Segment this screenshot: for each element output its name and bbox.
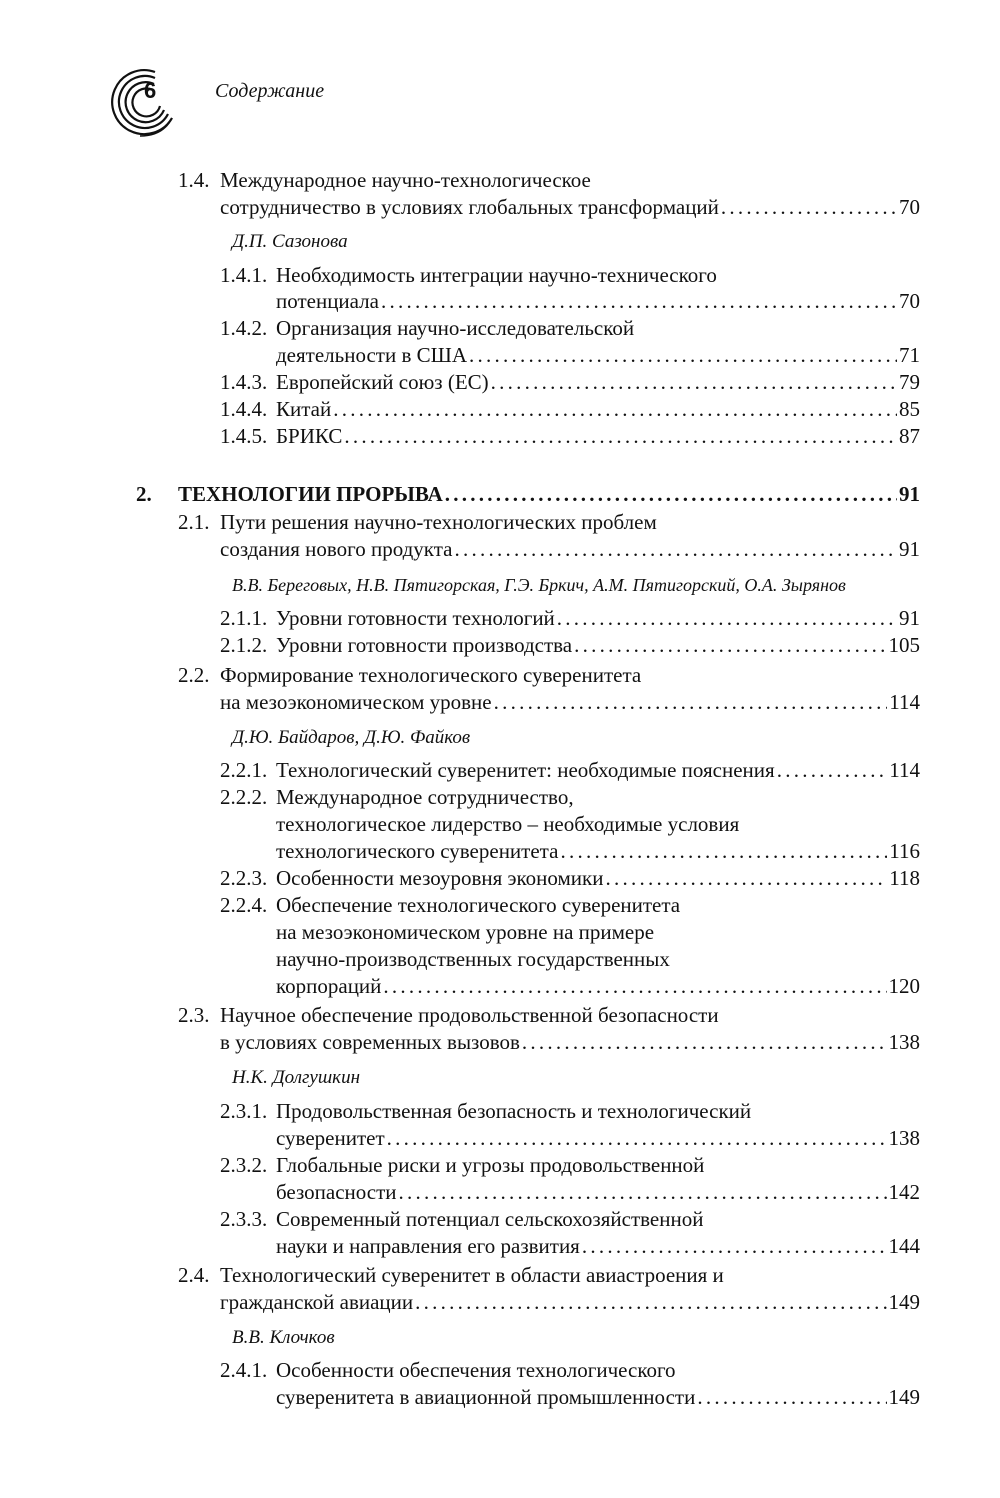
dot-leader	[333, 396, 897, 422]
toc-page-number: 70	[899, 289, 920, 313]
toc-author: Д.П. Сазонова	[232, 231, 348, 252]
toc-entry-2-3-cont[interactable]	[220, 1029, 920, 1055]
toc-entry-2-2-4-cont2[interactable]	[276, 946, 670, 972]
toc-chapter-number: 2.	[136, 482, 152, 506]
dot-leader	[582, 1233, 887, 1259]
dot-leader	[344, 423, 897, 449]
toc-entry-title: деятельности в США	[276, 343, 467, 367]
toc-entry-2-2-4[interactable]	[220, 892, 680, 918]
toc-entry-number: 2.3.2.	[220, 1153, 268, 1177]
dot-leader	[445, 481, 897, 507]
toc-entry-2-2[interactable]	[178, 662, 641, 688]
toc-entry-title: Особенности обеспечения технологического	[276, 1358, 676, 1382]
toc-page-number: 91	[899, 606, 920, 630]
toc-entry-2-3-1[interactable]	[220, 1098, 751, 1124]
toc-entry-title: безопасности	[276, 1180, 397, 1204]
toc-author: Н.К. Долгушкин	[232, 1067, 360, 1088]
toc-entry-2-3-2[interactable]	[220, 1152, 704, 1178]
toc-entry-2-1[interactable]	[178, 509, 657, 535]
toc-entry-title: технологическое лидерство – необходимые условия	[276, 812, 740, 836]
toc-entry-title: сотрудничество в условиях глобальных трансформаций	[220, 195, 719, 219]
toc-entry-2-4-1-cont[interactable]	[276, 1384, 920, 1410]
toc-page-number: 79	[899, 370, 920, 394]
dot-leader	[557, 605, 897, 631]
toc-entry-number: 1.4.2.	[220, 316, 268, 340]
dot-leader	[383, 973, 886, 999]
toc-page-number: 138	[888, 1126, 920, 1150]
toc-entry-title: Особенности мезоуровня экономики	[276, 866, 604, 890]
toc-entry-title: Обеспечение технологического суверенитета	[276, 893, 681, 917]
toc-entry-2-3-3-cont[interactable]	[276, 1233, 920, 1259]
toc-entry-2-3-1-cont[interactable]	[276, 1125, 920, 1151]
toc-entry-number: 1.4.4.	[220, 397, 268, 421]
toc-entry-number: 1.4.3.	[220, 370, 268, 394]
running-title: Содержание	[215, 80, 325, 102]
toc-entry-title: Китай	[276, 397, 332, 421]
toc-entry-number: 2.2.3.	[220, 866, 268, 890]
toc-page-number: 118	[889, 866, 920, 890]
toc-entry-number: 2.4.1.	[220, 1358, 268, 1382]
toc-page-number: 114	[889, 690, 920, 714]
toc-entry-2-2-2[interactable]	[220, 784, 574, 810]
toc-entry-title: Научное обеспечение продовольственной безопасности	[220, 1003, 719, 1027]
toc-entry-title: гражданской авиации	[220, 1290, 414, 1314]
toc-entry-number: 2.3.	[178, 1003, 210, 1027]
toc-entry-number: 2.1.	[178, 510, 210, 534]
toc-page-number: 91	[899, 482, 920, 506]
toc-entry-2-2-cont[interactable]	[220, 689, 920, 715]
toc-page-number: 142	[888, 1180, 920, 1204]
toc-entry-2-3-3[interactable]	[220, 1206, 703, 1232]
toc-entry-title: Международное сотрудничество,	[276, 785, 574, 809]
dot-leader	[697, 1384, 886, 1410]
toc-entry-title: на мезоэкономическом уровне	[220, 690, 492, 714]
toc-entry-title: Технологический суверенитет в области авиастроения и	[220, 1263, 724, 1287]
toc-entry-2-4[interactable]	[178, 1262, 724, 1288]
toc-entry-2-2-4-cont[interactable]	[276, 919, 654, 945]
toc-page-number: 85	[899, 397, 920, 421]
dot-leader	[494, 689, 888, 715]
toc-entry-2-2-1[interactable]	[220, 757, 920, 783]
dot-leader	[387, 1125, 887, 1151]
toc-entry-1-4-2-cont[interactable]	[276, 342, 920, 368]
toc-entry-number: 2.1.1.	[220, 606, 268, 630]
toc-entry-1-4-1-cont[interactable]	[276, 288, 920, 314]
toc-entry-number: 2.2.	[178, 663, 210, 687]
dot-leader	[522, 1029, 887, 1055]
dot-leader	[491, 369, 897, 395]
toc-entry-title: суверенитета в авиационной промышленности	[276, 1385, 696, 1409]
toc-page-number: 91	[899, 537, 920, 561]
toc-entry-number: 1.4.	[178, 168, 210, 192]
dot-leader	[574, 632, 886, 658]
toc-entry-number: 2.1.2.	[220, 633, 268, 657]
toc-entry-title: Современный потенциал сельскохозяйственной	[276, 1207, 704, 1231]
toc-entry-title: Пути решения научно-технологических проблем	[220, 510, 657, 534]
toc-entry-title: суверенитет	[276, 1126, 385, 1150]
toc-entry-number: 2.2.2.	[220, 785, 268, 809]
toc-entry-title: Организация научно-исследовательской	[276, 316, 635, 340]
toc-entry-title: технологического суверенитета	[276, 839, 559, 863]
toc-entry-title: корпораций	[276, 974, 382, 998]
toc-page-number: 149	[888, 1290, 920, 1314]
toc-page-number: 144	[888, 1234, 920, 1258]
toc-page-number: 114	[889, 758, 920, 782]
toc-entry-title: БРИКС	[276, 424, 343, 448]
dot-leader	[469, 342, 897, 368]
dot-leader	[560, 838, 887, 864]
toc-entry-1-4-5[interactable]	[220, 423, 920, 449]
toc-entry-number: 1.4.1.	[220, 263, 268, 287]
toc-entry-2-1-1[interactable]	[220, 605, 920, 631]
toc-entry-title: Уровни готовности технологий	[276, 606, 555, 630]
toc-entry-2-4-1[interactable]	[220, 1357, 676, 1383]
toc-entry-2-2-3[interactable]	[220, 865, 920, 891]
toc-entry-title: Формирование технологического суверенитета	[220, 663, 642, 687]
toc-entry-2-3[interactable]	[178, 1002, 719, 1028]
toc-page-number: 71	[899, 343, 920, 367]
toc-entry-title: на мезоэкономическом уровне на примере	[276, 920, 655, 944]
toc-entry-title: науки и направления его развития	[276, 1234, 580, 1258]
dot-leader	[454, 536, 897, 562]
toc-entry-title: Продовольственная безопасность и технологический	[276, 1099, 752, 1123]
toc-entry-title: создания нового продукта	[220, 537, 453, 561]
toc-author: В.В. Береговых, Н.В. Пятигорская, Г.Э. Бркич, А.М. Пятигорский, О.А. Зырянов	[232, 575, 846, 595]
toc-author: Д.Ю. Байдаров, Д.Ю. Файков	[232, 727, 471, 748]
toc-entry-number: 2.3.3.	[220, 1207, 268, 1231]
toc-page-number: 116	[889, 839, 920, 863]
toc-entry-2-1-2[interactable]	[220, 632, 920, 658]
toc-entry-title: Уровни готовности производства	[276, 633, 573, 657]
toc-entry-number: 2.3.1.	[220, 1099, 268, 1123]
toc-entry-title: Технологический суверенитет: необходимые пояснения	[276, 758, 775, 782]
toc-entry-2-3-2-cont[interactable]	[276, 1179, 920, 1205]
page-number: 6	[144, 78, 157, 103]
toc-page-number: 149	[888, 1385, 920, 1409]
toc-entry-2-2-2-cont[interactable]	[276, 811, 739, 837]
dot-leader	[399, 1179, 887, 1205]
toc-entry-title: научно-производственных государственных	[276, 947, 670, 971]
toc-entry-1-4[interactable]	[178, 167, 591, 193]
toc-entry-1-4-4[interactable]	[220, 396, 920, 422]
toc-entry-number: 1.4.5.	[220, 424, 268, 448]
toc-chapter-title: ТЕХНОЛОГИИ ПРОРЫВА	[178, 482, 443, 506]
dot-leader	[415, 1289, 886, 1315]
toc-entry-1-4-2[interactable]	[220, 315, 634, 341]
toc-author: В.В. Клочков	[232, 1327, 335, 1348]
toc-page-number: 120	[888, 974, 920, 998]
toc-entry-1-4-3[interactable]	[220, 369, 920, 395]
toc-chapter-2[interactable]	[136, 481, 920, 507]
toc-entry-1-4-cont[interactable]	[220, 194, 920, 220]
toc-entry-2-4-cont[interactable]	[220, 1289, 920, 1315]
toc-page-number: 105	[888, 633, 920, 657]
toc-entry-title: Необходимость интеграции научно-технического	[276, 263, 717, 287]
toc-entry-number: 2.2.1.	[220, 758, 268, 782]
toc-entry-title: Международное научно-технологическое	[220, 168, 591, 192]
toc-page-number: 87	[899, 424, 920, 448]
dot-leader	[381, 288, 897, 314]
toc-entry-2-2-4-cont3[interactable]	[276, 973, 920, 999]
toc-entry-title: Европейский союз (ЕС)	[276, 370, 489, 394]
toc-entry-title: Глобальные риски и угрозы продовольственной	[276, 1153, 705, 1177]
toc-entry-1-4-1[interactable]	[220, 262, 717, 288]
dot-leader	[721, 194, 897, 220]
dot-leader	[777, 757, 888, 783]
toc-page-number: 70	[899, 195, 920, 219]
toc-entry-2-1-cont[interactable]	[220, 536, 920, 562]
toc-entry-number: 2.4.	[178, 1263, 210, 1287]
dot-leader	[605, 865, 887, 891]
toc-entry-number: 2.2.4.	[220, 893, 268, 917]
toc-entry-title: потенциала	[276, 289, 379, 313]
toc-page-number: 138	[888, 1030, 920, 1054]
toc-entry-title: в условиях современных вызовов	[220, 1030, 520, 1054]
toc-entry-2-2-2-cont2[interactable]	[276, 838, 920, 864]
